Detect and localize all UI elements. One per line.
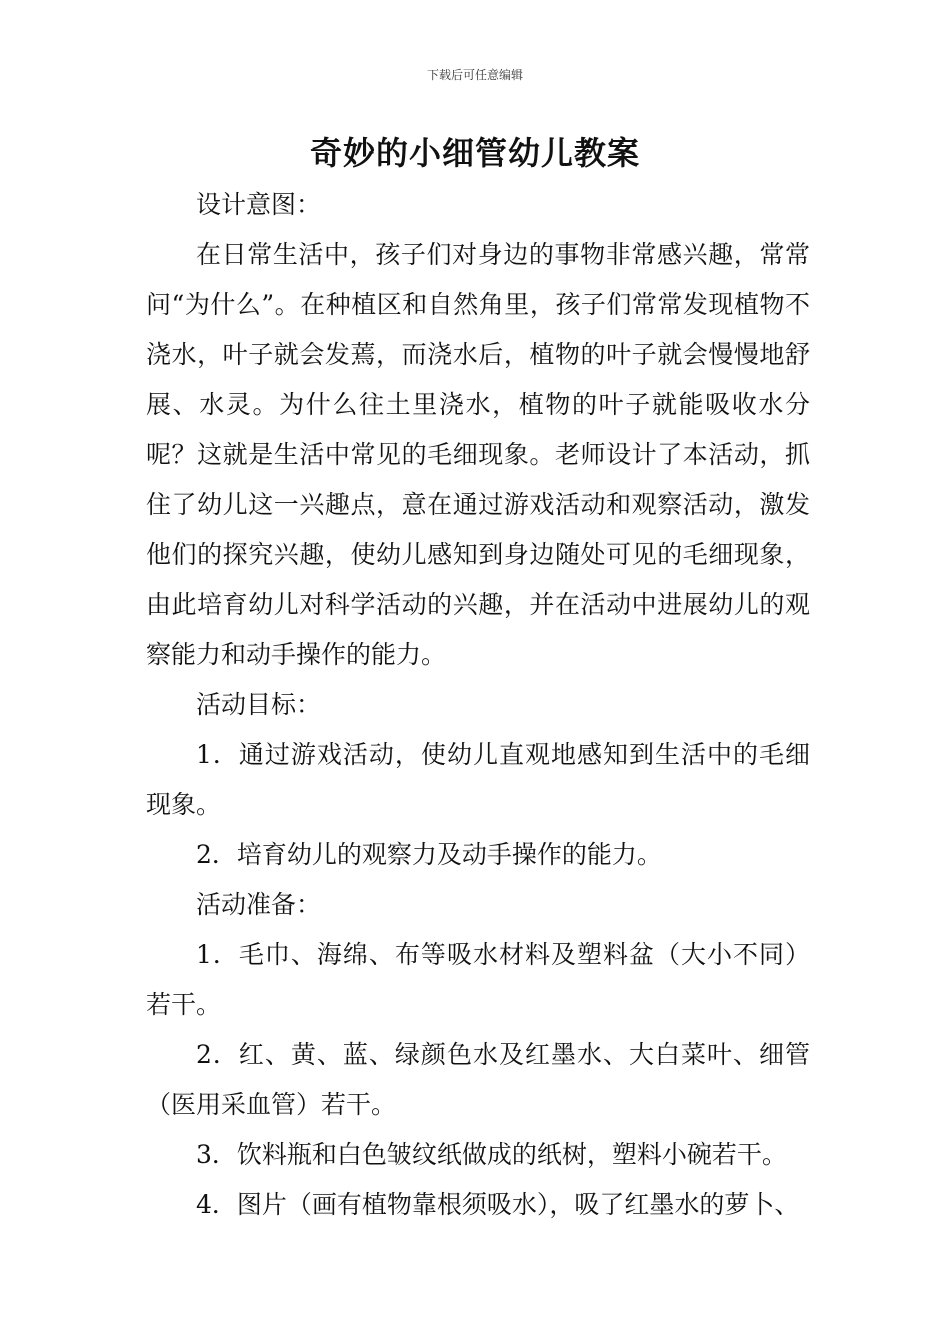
goal-item-2: 2．培育幼儿的观察力及动手操作的能力。 [196, 840, 662, 869]
design-intent-paragraph: 在日常生活中，孩子们对身边的事物非常感兴趣，常常问“为什么”。在种植区和自然角里，孩子们常常发现植物不浇水，叶子就会发蔫，而浇水后，植物的叶子就会慢慢地舒展、水灵。为什么往土里浇水，植物的叶子就能吸收水分呢？这就是生活中常见的毛细现象。老师设计了本活动，抓住了幼儿这一兴趣点，意在通过游戏活动和观察活动，激发他们的探究兴趣，使幼儿感知到身边随处可见的毛细现象，由此培育幼儿对科学活动的兴趣，并在活动中进展幼儿的观察能力和动手操作的能力。 [146, 240, 810, 669]
activity-goals-heading: 活动目标： [196, 690, 322, 719]
page-header-note: 下载后可任意编辑 [426, 68, 523, 82]
goal-item-1: 1．通过游戏活动，使幼儿直观地感知到生活中的毛细现象。 [146, 740, 810, 819]
prep-item-2: 2．红、黄、蓝、绿颜色水及红墨水、大白菜叶、细管（医用采血管）若干。 [146, 1040, 810, 1119]
design-intent-heading: 设计意图： [196, 190, 322, 219]
activity-prep-heading: 活动准备： [196, 890, 322, 919]
document-body [146, 180, 810, 1230]
document-title: 奇妙的小细管幼儿教案 [309, 134, 640, 172]
prep-item-1: 1．毛巾、海绵、布等吸水材料及塑料盆（大小不同）若干。 [146, 940, 810, 1019]
prep-item-3: 3．饮料瓶和白色皱纹纸做成的纸树，塑料小碗若干。 [196, 1140, 787, 1169]
prep-item-4: 4．图片（画有植物靠根须吸水），吸了红墨水的萝卜、 [196, 1190, 800, 1219]
